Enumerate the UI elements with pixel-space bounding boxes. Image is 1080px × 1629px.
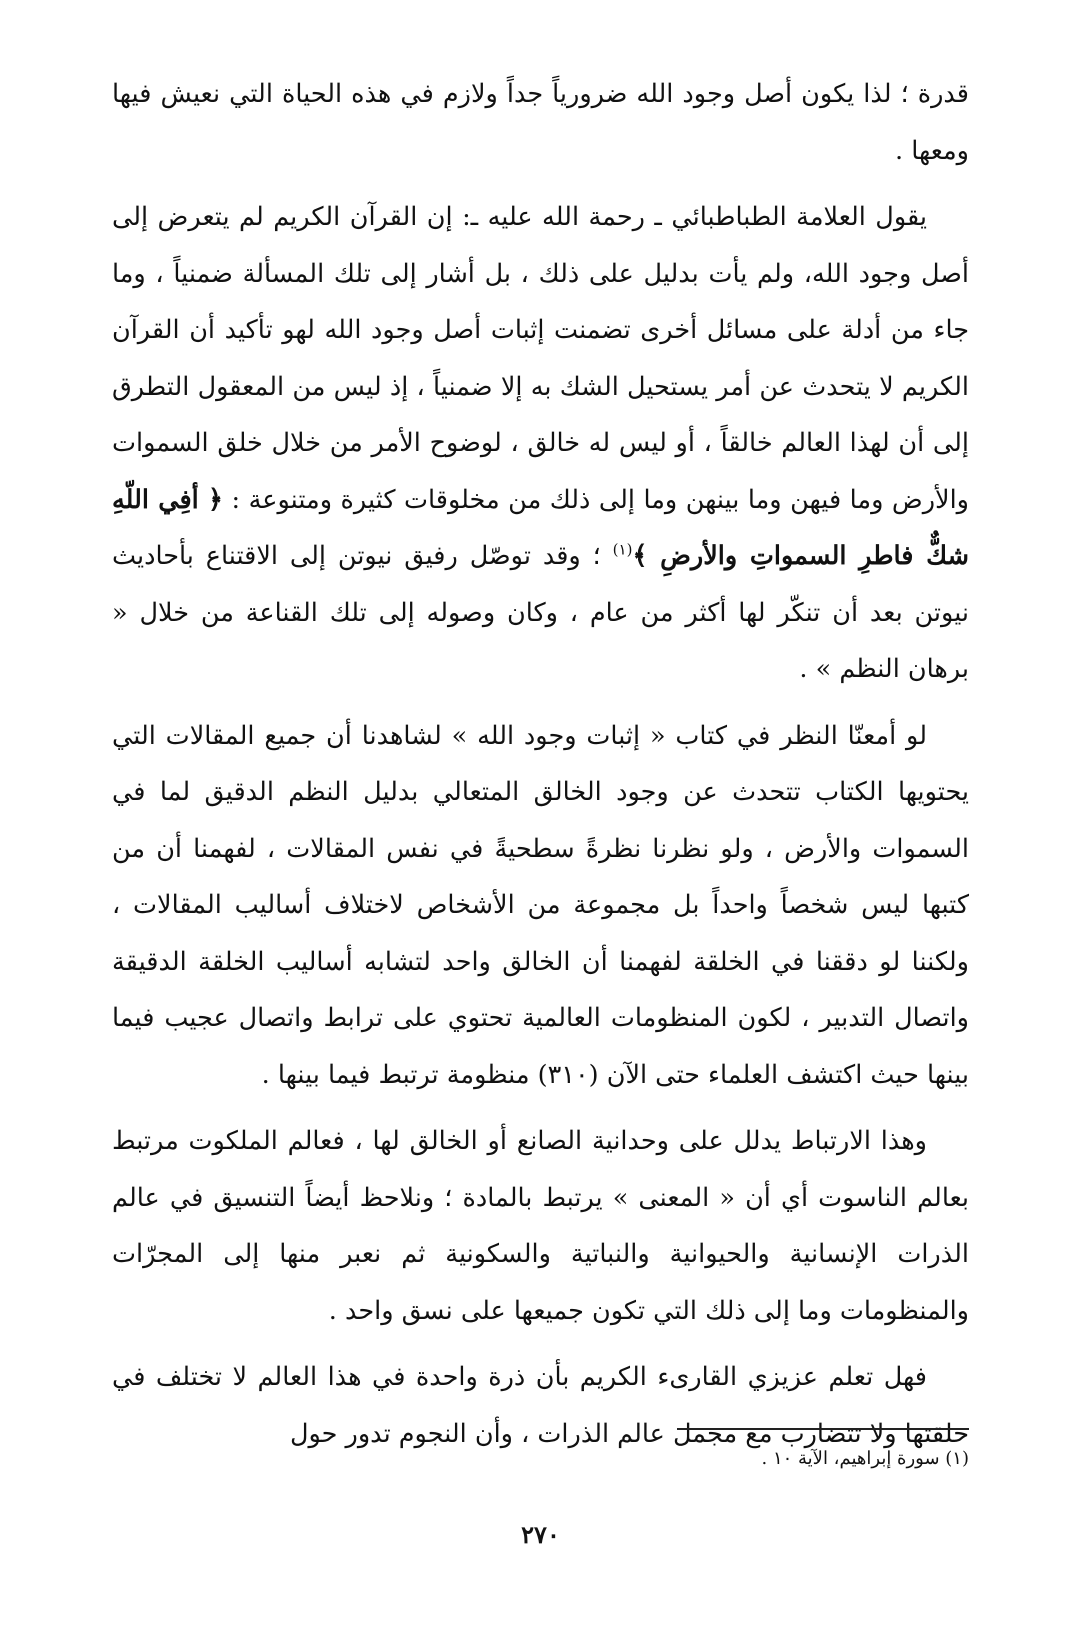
footnote: (١) سورة إبراهيم، الآية ١٠ . [761,1448,969,1469]
paragraph-2-text-after: ؛ وقد توصّل رفيق نيوتن إلى الاقتناع بأحاديث نيوتن بعد أن تنكّر لها أكثر من عام ، وكان وصوله إلى تلك القناعة من خلال « برهان النظم » . [112,541,969,684]
book-page [112,66,969,1586]
paragraph-1: قدرة ؛ لذا يكون أصل وجود الله ضرورياً جداً ولازم في هذه الحياة التي نعيش فيها ومعها . [112,79,969,166]
paragraph-4: وهذا الارتباط يدلل على وحدانية الصانع أو الخالق لها ، فعالم الملكوت مرتبط بعالم الناسوت أي أن « المعنى » يرتبط بالمادة ؛ ونلاحظ أيضاً التنسيق في عالم الذرات الإنسانية والحيوانية والنباتية والسكونية ثم نعبر منها إلى المجرّات والمنظومات وما إلى ذلك التي تكون جميعها على نسق واحد . [112,1126,969,1326]
footnote-divider [677,1428,969,1430]
paragraph-5: فهل تعلم عزيزي القارىء الكريم بأن ذرة واحدة في هذا العالم لا تختلف في خلقتها ولا تتضارب مع مجمل عالم الذرات ، وأن النجوم تدور حول [112,1362,969,1449]
quran-verse: ﴿ أفِي اللّهِ شكٌّ فاطرِ السمواتِ والأرضِ ﴾ [112,484,970,571]
paragraph-3: لو أمعنّا النظر في كتاب « إثبات وجود الله » لشاهدنا أن جميع المقالات التي يحتويها الكتاب تتحدث عن وجود الخالق المتعالي بدليل النظم الدقيق لما في السموات والأرض ، ولو نظرنا نظرةً سطحيةً في نفس المقالات ، لفهمنا أن من كتبها ليس شخصاً واحداً بل مجموعة من الأشخاص لاختلاف أساليب المقالات ، ولكننا لو دققنا في الخلقة لفهمنا أن الخالق واحد لتشابه أساليب الخلقة الدقيقة واتصال التدبير ، لكون المنظومات العالمية تحتوي على ترابط واتصال عجيب فيما بينها حيث اكتشف العلماء حتى الآن (٣١٠) منظومة ترتبط فيما بينها . [112,720,969,1090]
footnote-reference: (١) [612,540,633,559]
paragraph-2-text-before: يقول العلامة الطباطبائي ـ رحمة الله عليه ـ: إن القرآن الكريم لم يتعرض إلى أصل وجود الله، ولم يأت بدليل على ذلك ، بل أشار إلى تلك المسألة ضمنياً ، وما جاء من أدلة على مسائل أخرى تضمنت إثبات أصل وجود الله لهو تأكيد أن القرآن الكريم لا يتحدث عن أمر يستحيل الشك به إلا ضمنياً ، إذ ليس من المعقول التطرق إلى أن لهذا العالم خالقاً ، أو ليس له خالق ، لوضوح الأمر من خلال خلق السموات والأرض وما فيهن وما بينهن وما إلى ذلك من مخلوقات كثيرة ومتنوعة : [112,202,969,515]
page-number: ٢٧٠ [521,1520,560,1549]
paragraph-2 [112,189,969,698]
body-text [112,66,969,1462]
